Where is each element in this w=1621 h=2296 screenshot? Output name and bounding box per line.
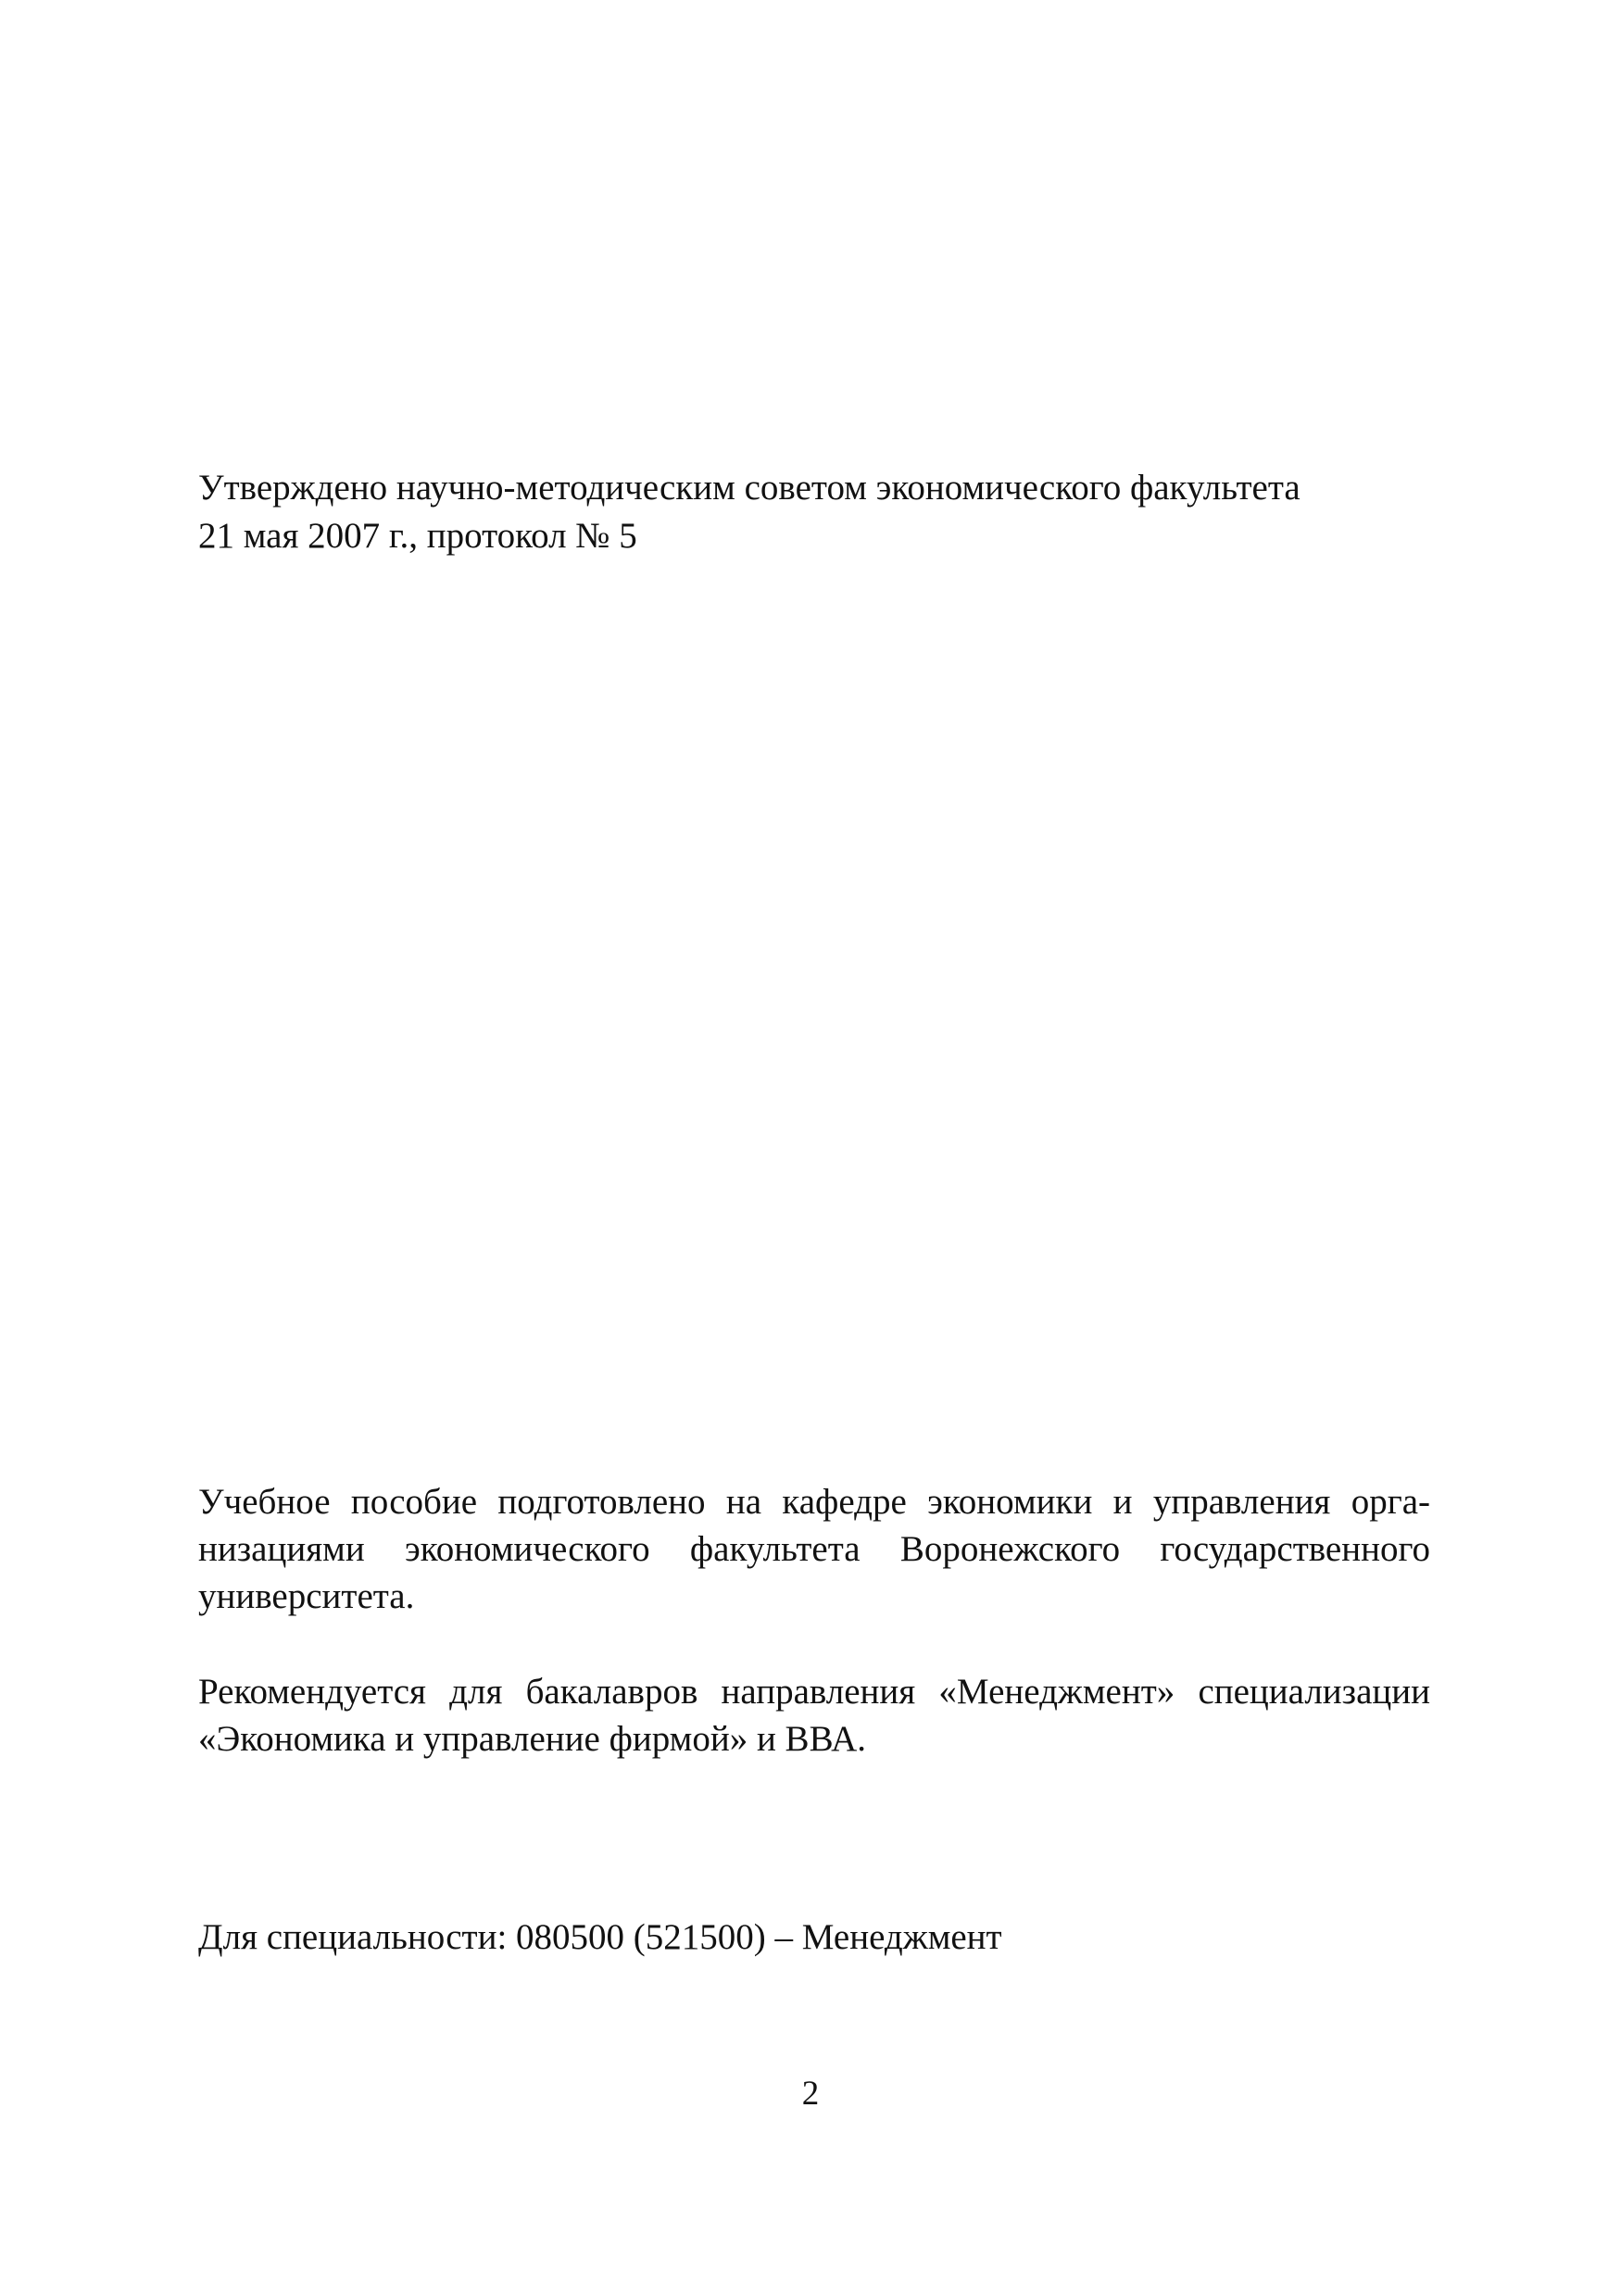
approval-statement — [198, 464, 1430, 560]
textbook-note-line-1: Учебное пособие подготовлено на кафедре экономики и управления орга- — [198, 1482, 1430, 1522]
specialty-line: Для специальности: 080500 (521500) – Менеджмент — [198, 1917, 1002, 1957]
recommendation-paragraph — [198, 1668, 1430, 1763]
recommendation-line-2: «Экономика и управление фирмой» и ВВА. — [198, 1719, 867, 1759]
textbook-note-paragraph — [198, 1478, 1430, 1620]
textbook-note-line-2: низациями экономического факультета Воронежского государственного — [198, 1529, 1430, 1569]
page-number: 2 — [801, 2075, 820, 2113]
approval-line-2: 21 мая 2007 г., протокол № 5 — [198, 516, 637, 556]
textbook-note-line-3: университета. — [198, 1576, 415, 1616]
recommendation-line-1: Рекомендуется для бакалавров направления «Менеджмент» специализации — [198, 1672, 1430, 1712]
approval-line-1: Утверждено научно-методическим советом экономического факультета — [198, 468, 1301, 508]
publication-info — [198, 1478, 1430, 1763]
